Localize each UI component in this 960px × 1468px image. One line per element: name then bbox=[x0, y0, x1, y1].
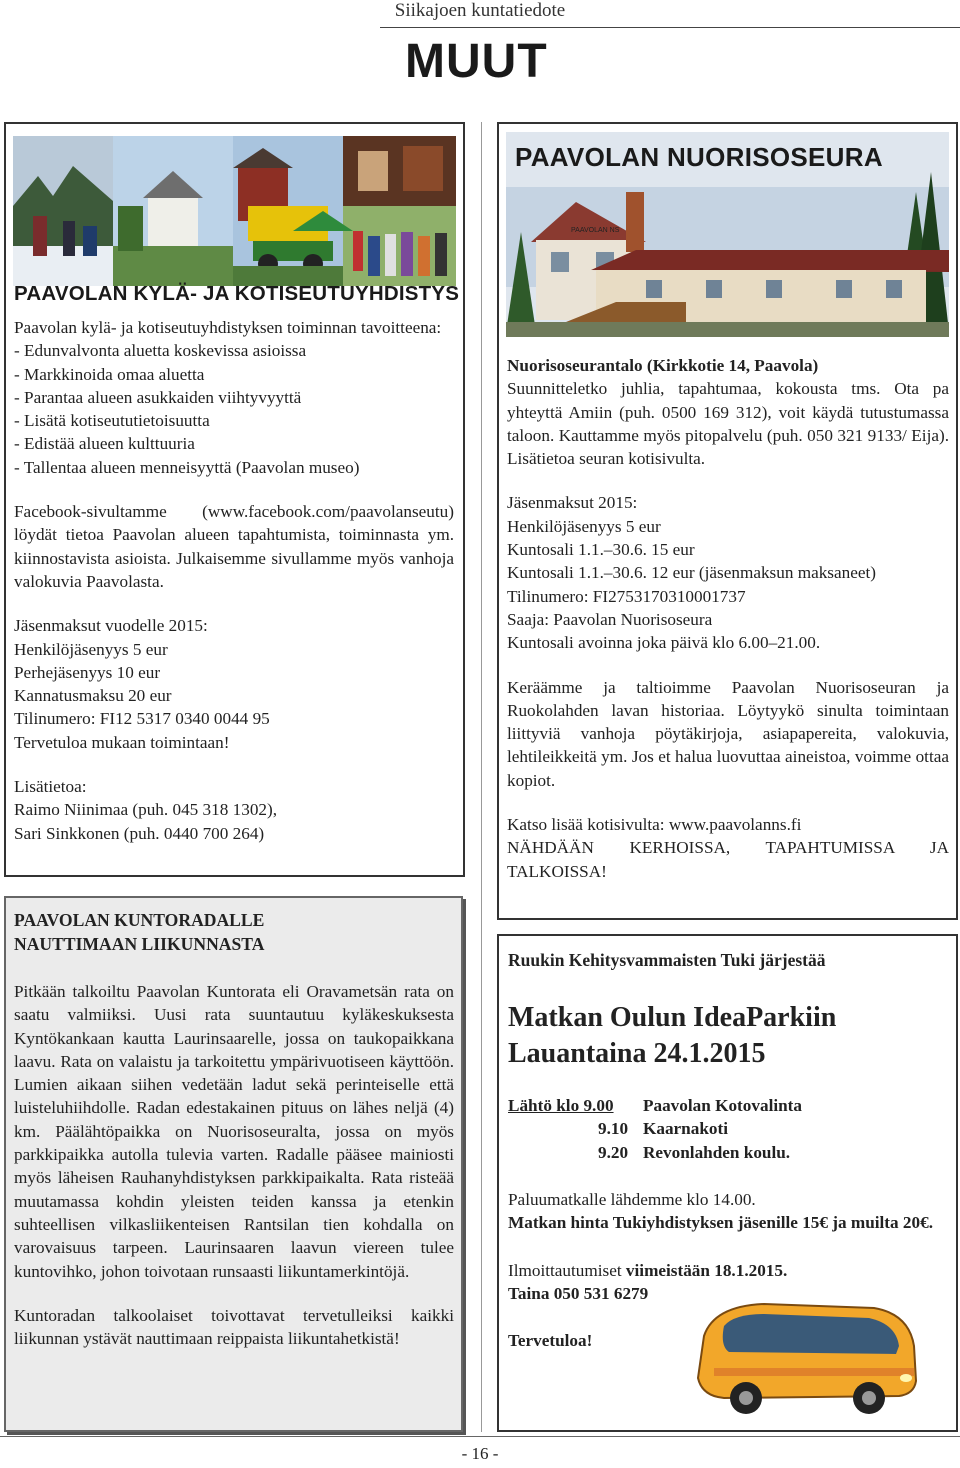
fee-line: Henkilöjäsenyys 5 eur bbox=[14, 639, 168, 659]
facebook-paragraph: Facebook-sivultamme (www.facebook.com/paavolanseutu) löydät tietoa Paavolan alueen tapahtumista, toiminnasta ym. kiinnostavista asioista. Julkaisemme sivullamme myös vanhoja valokuvia Paavolasta. bbox=[14, 502, 454, 591]
kuntorata-body: Pitkään talkoiltu Paavolan Kuntorata eli Oravametsän rata on saatu valmiiksi. Uusi rata suuntautuu kyläkeskuksesta Kyntökankaan kautta Laurinsaarelle, jossa on taukopaikkana laavu. Rata on valaistu ja tarkoitettu ympärivuotiseen käyttöön. Lumien aikaan siihen vedetään ladut sekä perinteiselle että luisteluhiihdolle. Radan edestakainen pituus on lähes neljä (4) km. Päälähtöpaikka on Nuorisoseuralta, jossa on myös parkkipaikka autolla tulevia varten. Radalle pääsee mainiosti myös läheisen Rauhanyhdistyksen parkkipaikalta. Rata risteää muutamassa kohdin yleisten teiden kanssa ja etenkin suhteellisen vilkasliikenteisen Rantsilan tien kohdalla on varovaisuus tarpeen. Laurinsaaren laavun viereen tulee kuntovihko, johon toivotaan runsaasti liikuntamerkintöjä. bbox=[14, 982, 454, 1281]
kotiseutu-intro: Paavolan kylä- ja kotiseutuyhdistyksen toiminnan tavoitteena: bbox=[14, 318, 442, 337]
schedule-row bbox=[508, 1141, 948, 1164]
contact-label: Lisätietoa: bbox=[14, 777, 87, 797]
signup-deadline: viimeistään 18.1.2015. bbox=[625, 1260, 788, 1280]
nuorisoseura-content bbox=[507, 354, 949, 883]
payee: Saaja: Paavolan Nuorisoseura bbox=[507, 609, 713, 629]
fee-line: Kuntosali 1.1.–30.6. 12 eur (jäsenmaksun maksaneet) bbox=[507, 563, 876, 583]
contact-line: Sari Sinkkonen (puh. 0440 700 264) bbox=[14, 823, 265, 843]
schedule-row bbox=[508, 1117, 948, 1140]
goal-item: - Edistää alueen kulttuuria bbox=[14, 434, 195, 454]
goal-item: - Tallentaa alueen menneisyyttä (Paavolan museo) bbox=[14, 457, 360, 477]
history-paragraph: Keräämme ja taltioimme Paavolan Nuorisoseuran ja Ruokolahden lavan historiaa. Löytyykö sinulta toimintaan liittyviä vanhoja pöytäkirjoja, asiapapereita, valokuvia, lehtileikkeitä ym. Jos et halua luovuttaa aineistoa, voimme ottaa kopiot. bbox=[507, 677, 949, 790]
kuntorata-title-line: NAUTTIMAAN LIIKUNNASTA bbox=[14, 934, 265, 954]
contact-line: Raimo Niinimaa (puh. 045 318 1302), bbox=[14, 800, 278, 820]
kuntorata-box bbox=[4, 896, 463, 1432]
trip-price: Matkan hinta Tukiyhdistyksen jäsenille 15€ ja muilta 20€. bbox=[508, 1213, 934, 1233]
signup-prefix: Ilmoittautumiset bbox=[508, 1260, 626, 1280]
website-line: Katso lisää kotisivulta: www.paavolanns.fi bbox=[507, 815, 802, 835]
goal-item: - Markkinoida omaa aluetta bbox=[14, 364, 205, 384]
trip-welcome: Tervetuloa! bbox=[508, 1331, 593, 1351]
kuntorata-title bbox=[14, 908, 454, 956]
header-rule bbox=[380, 27, 960, 28]
fee-line: Jäsenmaksut 2015: bbox=[507, 493, 638, 513]
trip-title-line: Matkan Oulun IdeaParkiin bbox=[508, 1002, 837, 1033]
fee-line: Kuntosali 1.1.–30.6. 15 eur bbox=[507, 540, 695, 560]
goal-item: - Edunvalvonta aluetta koskevissa asioissa bbox=[14, 341, 307, 361]
departure-schedule bbox=[508, 1094, 948, 1164]
signup-contact: Taina 050 531 6279 bbox=[508, 1283, 649, 1303]
account-number: Tilinumero: FI2753170310001737 bbox=[507, 586, 746, 606]
kuntorata-content bbox=[14, 980, 454, 1350]
fee-line: Kannatusmaksu 20 eur bbox=[14, 686, 172, 706]
gym-hours: Kuntosali avoinna joka päivä klo 6.00–21.00. bbox=[507, 633, 821, 653]
fee-line: Jäsenmaksut vuodelle 2015: bbox=[14, 616, 208, 636]
trip-organizer: Ruukin Kehitysvammaisten Tuki järjestää bbox=[508, 950, 826, 970]
kotiseutu-content bbox=[14, 316, 454, 845]
fee-line: Perhejäsenyys 10 eur bbox=[14, 662, 161, 682]
kuntorata-closing: Kuntoradan talkoolaiset toivottavat tervetulleiksi kaikki liikunnan ystävät nauttimaan reippaista liikuntahetkistä! bbox=[14, 1305, 454, 1349]
page-number: - 16 - bbox=[461, 1444, 499, 1463]
account-number: Tilinumero: FI12 5317 0340 0044 95 bbox=[14, 709, 270, 729]
stop-place: Paavolan Kotovalinta bbox=[643, 1096, 802, 1115]
trip-box bbox=[497, 934, 958, 1432]
fee-line: Henkilöjäsenyys 5 eur bbox=[507, 516, 661, 536]
stop-time: 9.10 bbox=[598, 1119, 629, 1139]
stop-place: Revonlahden koulu. bbox=[643, 1142, 791, 1162]
goal-item: - Parantaa alueen asukkaiden viihtyvyyttä bbox=[14, 387, 302, 407]
stop-time: 9.20 bbox=[598, 1142, 629, 1162]
publication-title: Siikajoen kuntatiedote bbox=[394, 0, 566, 21]
bus-illustration bbox=[684, 1296, 924, 1421]
footer-rule bbox=[0, 1436, 960, 1437]
kuntorata-title-line: PAAVOLAN KUNTORADALLE bbox=[14, 910, 265, 930]
nuorisoseura-banner: PAAVOLAN NUORISOSEURA bbox=[515, 142, 883, 172]
schedule-row bbox=[508, 1094, 948, 1117]
bus-icon bbox=[684, 1296, 924, 1421]
stop-place: Kaarnakoti bbox=[643, 1119, 728, 1139]
address-body: Suunnitteletko juhlia, tapahtumaa, kokousta tms. Ota pa yhteyttä Amiin (puh. 0500 169 312), voit käydä tutustumassa taloon. Kauttamme myös pitopalvelu (puh. 050 321 9133/ Eija). Lisätietoa seuran kotisivulta. bbox=[507, 379, 949, 469]
departure-label: Lähtö klo 9.00 bbox=[508, 1096, 614, 1115]
trip-title-line: Lauantaina 24.1.2015 bbox=[508, 1038, 766, 1069]
building-sign: PAAVOLAN NS bbox=[571, 227, 620, 234]
address-title: Nuorisoseurantalo (Kirkkotie 14, Paavola) bbox=[507, 356, 819, 375]
welcome-line: Tervetuloa mukaan toimintaan! bbox=[14, 732, 230, 752]
return-time: Paluumatkalle lähdemme klo 14.00. bbox=[508, 1190, 756, 1209]
trip-title bbox=[508, 1000, 948, 1072]
section-title: MUUT bbox=[405, 35, 548, 88]
goal-item: - Lisätä kotiseututietoisuutta bbox=[14, 411, 210, 431]
column-divider bbox=[481, 122, 482, 1432]
kotiseutu-banner: PAAVOLAN KYLÄ- JA KOTISEUTUYHDISTYS bbox=[14, 282, 460, 305]
collage-image bbox=[13, 136, 456, 286]
slogan: NÄHDÄÄN KERHOISSA, TAPAHTUMISSA JA TALKOISSA! bbox=[507, 838, 949, 881]
kotiseutu-box bbox=[4, 122, 465, 877]
nuorisoseura-box bbox=[497, 122, 958, 920]
village-photo-collage bbox=[13, 136, 456, 286]
